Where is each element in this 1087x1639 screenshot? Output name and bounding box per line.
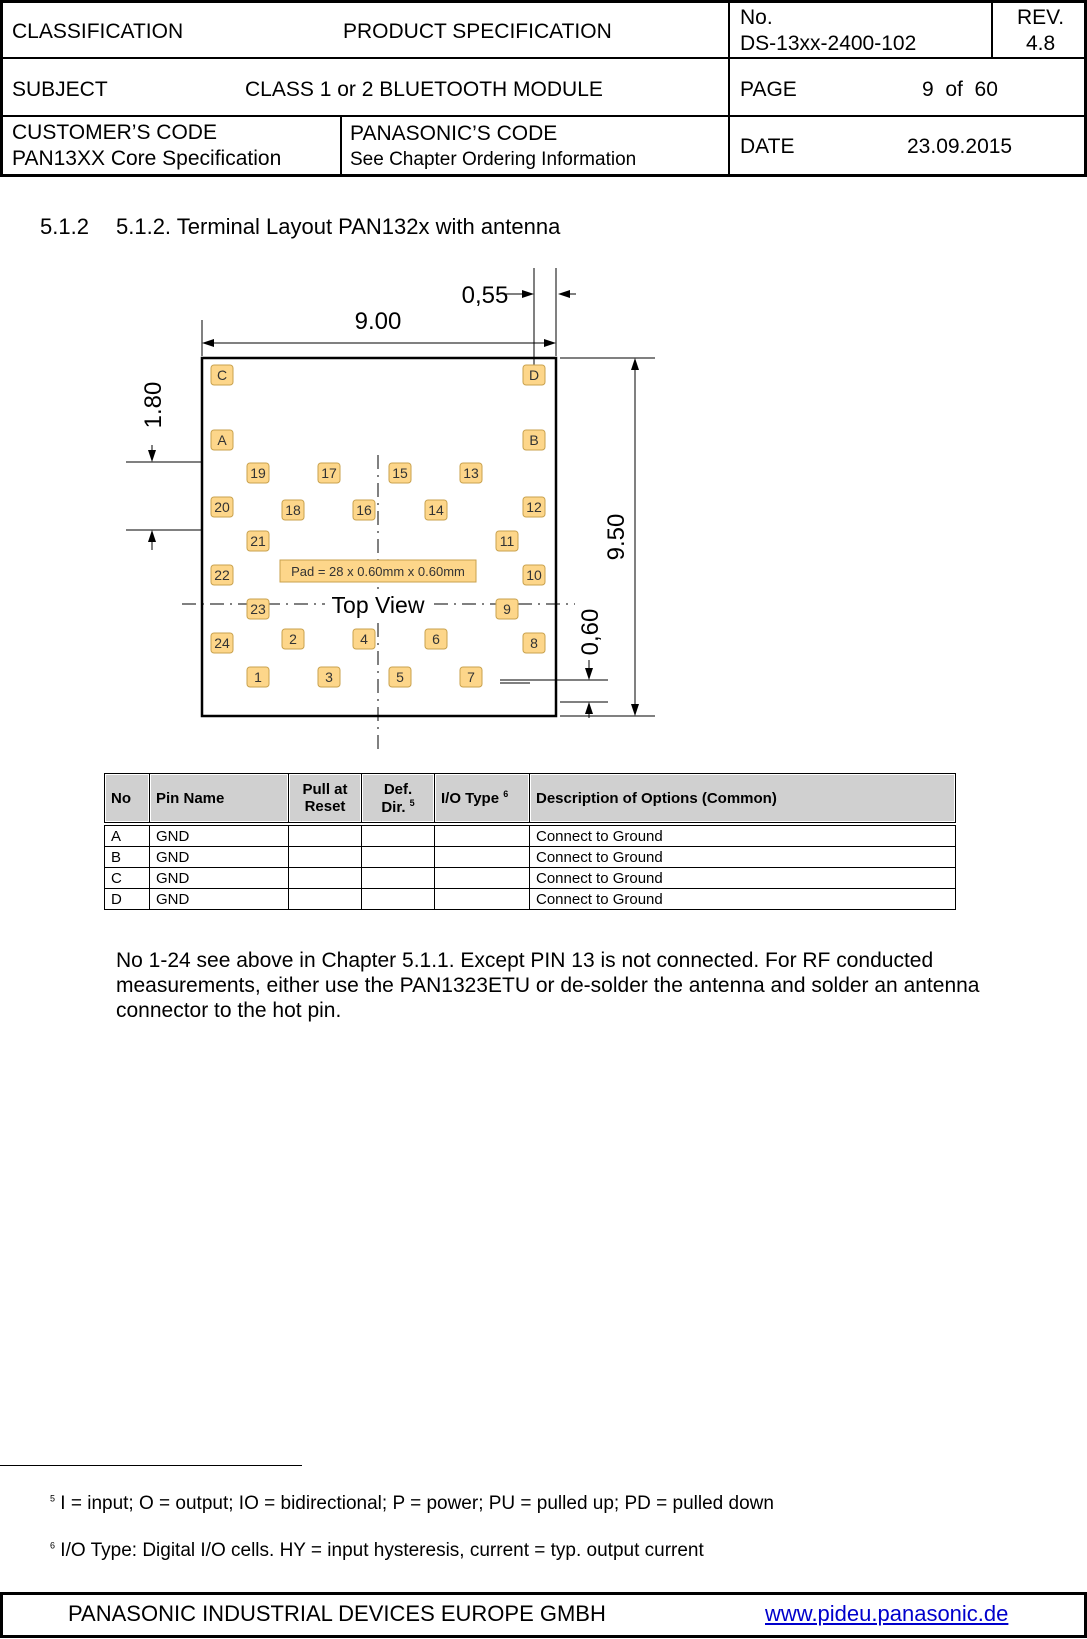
- cell-desc: Connect to Ground: [530, 826, 956, 847]
- date-label: DATE: [740, 135, 795, 158]
- col-header-io-type: I/O Type $^6$: [435, 774, 530, 823]
- pad-label: 16: [356, 502, 372, 518]
- cell-pin: GND: [150, 847, 289, 868]
- cell-no: C: [105, 868, 150, 889]
- table-row: [105, 847, 956, 868]
- pad-label: 4: [360, 631, 368, 647]
- customer-code-label: CUSTOMER’S CODE: [12, 121, 217, 144]
- panasonic-code-value: See Chapter Ordering Information: [350, 149, 637, 170]
- table-row: [105, 889, 956, 910]
- classification-label: CLASSIFICATION: [12, 20, 184, 43]
- header-col-divider: [728, 0, 730, 177]
- cell-pull: [289, 826, 362, 847]
- footnote-separator: [0, 1465, 302, 1466]
- cell-dir: [362, 847, 435, 868]
- pads-group: [211, 365, 545, 687]
- pad-label: 17: [321, 465, 337, 481]
- height-dimension: 9.50: [603, 513, 630, 561]
- bottom-dimension: 0,60: [577, 608, 604, 656]
- col-header-no: No: [105, 774, 150, 823]
- pin-table-body: [105, 823, 956, 910]
- pad-label: 21: [250, 533, 266, 549]
- header-rev-divider: [991, 0, 993, 58]
- col-header-def-dir: Def. Dir. $^5$: [362, 774, 435, 823]
- section-heading: [40, 214, 560, 240]
- revision-value: 4.8: [1026, 32, 1056, 55]
- cell-desc: Connect to Ground: [530, 847, 956, 868]
- pad-label: 24: [214, 635, 230, 651]
- section-number: 5.1.2: [40, 214, 89, 239]
- pad-label: B: [529, 432, 539, 448]
- pad-label: 18: [285, 502, 301, 518]
- offset-dimension: 0,55: [461, 282, 509, 309]
- section-title: 5.1.2. Terminal Layout PAN132x with antenna: [116, 214, 561, 239]
- pad-label: 5: [396, 669, 404, 685]
- pad-label: 7: [467, 669, 475, 685]
- terminal-layout-diagram: [0, 260, 1087, 760]
- revision-label: REV.: [1017, 6, 1065, 29]
- doc-number-value: DS-13xx-2400-102: [740, 32, 917, 55]
- pitch-dimension: 1.80: [140, 381, 167, 429]
- header-border-top: [0, 0, 1087, 3]
- table-header-row: [105, 774, 956, 823]
- col-header-pull: Pull at Reset: [289, 774, 362, 823]
- cell-pin: GND: [150, 868, 289, 889]
- pad-label: 3: [325, 669, 333, 685]
- footer-company: PANASONIC INDUSTRIAL DEVICES EUROPE GMBH: [68, 1601, 606, 1626]
- note-paragraph: No 1-24 see above in Chapter 5.1.1. Except PIN 13 is not connected. For RF conducted measurements, either use the PAN1323ETU or de-solder the antenna and solder an antenna connector to the hot pin.: [116, 949, 980, 1022]
- table-row: [105, 868, 956, 889]
- classification-value: PRODUCT SPECIFICATION: [343, 20, 612, 43]
- cell-desc: Connect to Ground: [530, 868, 956, 889]
- pad-label: 11: [499, 533, 515, 549]
- cell-no: A: [105, 826, 150, 847]
- cell-pin: GND: [150, 889, 289, 910]
- pad-label: 13: [463, 465, 479, 481]
- table-row: [105, 826, 956, 847]
- subject-value: CLASS 1 or 2 BLUETOOTH MODULE: [245, 78, 603, 101]
- pad-label: 8: [530, 635, 538, 651]
- customer-code-value: PAN13XX Core Specification: [12, 147, 282, 170]
- cell-no: B: [105, 847, 150, 868]
- document-header: [0, 0, 1087, 179]
- pin-table: [104, 773, 956, 910]
- top-view-label: Top View: [331, 592, 425, 618]
- cell-dir: [362, 889, 435, 910]
- pad-label: 23: [250, 601, 266, 617]
- pad-label: C: [216, 367, 228, 383]
- page-label: PAGE: [740, 78, 797, 101]
- page-value: 9 of 60: [922, 78, 998, 101]
- width-dimension: 9.00: [354, 308, 402, 335]
- cell-pull: [289, 868, 362, 889]
- date-value: 23.09.2015: [907, 135, 1013, 158]
- pad-label: 1: [254, 669, 262, 685]
- header-divider-1: [0, 57, 1087, 59]
- pad-label: 2: [289, 631, 297, 647]
- footer-website-link[interactable]: www.pideu.panasonic.de: [765, 1601, 1009, 1626]
- cell-desc: Connect to Ground: [530, 889, 956, 910]
- pad-label: 9: [503, 601, 511, 617]
- pad-label: D: [528, 367, 540, 383]
- pad-label: 12: [526, 499, 542, 515]
- header-divider-2: [0, 115, 1087, 117]
- cell-dir: [362, 826, 435, 847]
- doc-number-label: No.: [740, 6, 773, 29]
- page-footer: [0, 1592, 1087, 1636]
- cell-io: [435, 826, 530, 847]
- cell-io: [435, 847, 530, 868]
- subject-label: SUBJECT: [12, 78, 108, 101]
- cell-pin: GND: [150, 826, 289, 847]
- col-header-description: Description of Options (Common): [530, 774, 956, 823]
- cell-io: [435, 889, 530, 910]
- pad-label: 6: [432, 631, 440, 647]
- header-code-divider: [340, 116, 342, 176]
- cell-pull: [289, 889, 362, 910]
- panasonic-code-label: PANASONIC’S CODE: [350, 122, 558, 145]
- cell-no: D: [105, 889, 150, 910]
- cell-pull: [289, 847, 362, 868]
- pad-label: 10: [526, 567, 542, 583]
- cell-io: [435, 868, 530, 889]
- pad-label: 22: [214, 567, 230, 583]
- pad-label: 14: [428, 502, 444, 518]
- col-header-pin-name: Pin Name: [150, 774, 289, 823]
- header-border-bottom: [0, 174, 1087, 177]
- cell-dir: [362, 868, 435, 889]
- pad-label: 15: [392, 465, 408, 481]
- pad-label: 19: [250, 465, 266, 481]
- footnote-6: $^6$ I/O Type: Digital I/O cells. HY = input hysteresis, current = typ. output current: [50, 1540, 704, 1561]
- pad-label: A: [217, 432, 227, 448]
- pad-label: 20: [214, 499, 230, 515]
- header-border-left: [0, 0, 3, 177]
- footnote-5: $^5$ I = input; O = output; IO = bidirectional; P = power; PU = pulled up; PD = pulled down: [50, 1493, 774, 1514]
- pad-note: Pad = 28 x 0.60mm x 0.60mm: [291, 564, 465, 579]
